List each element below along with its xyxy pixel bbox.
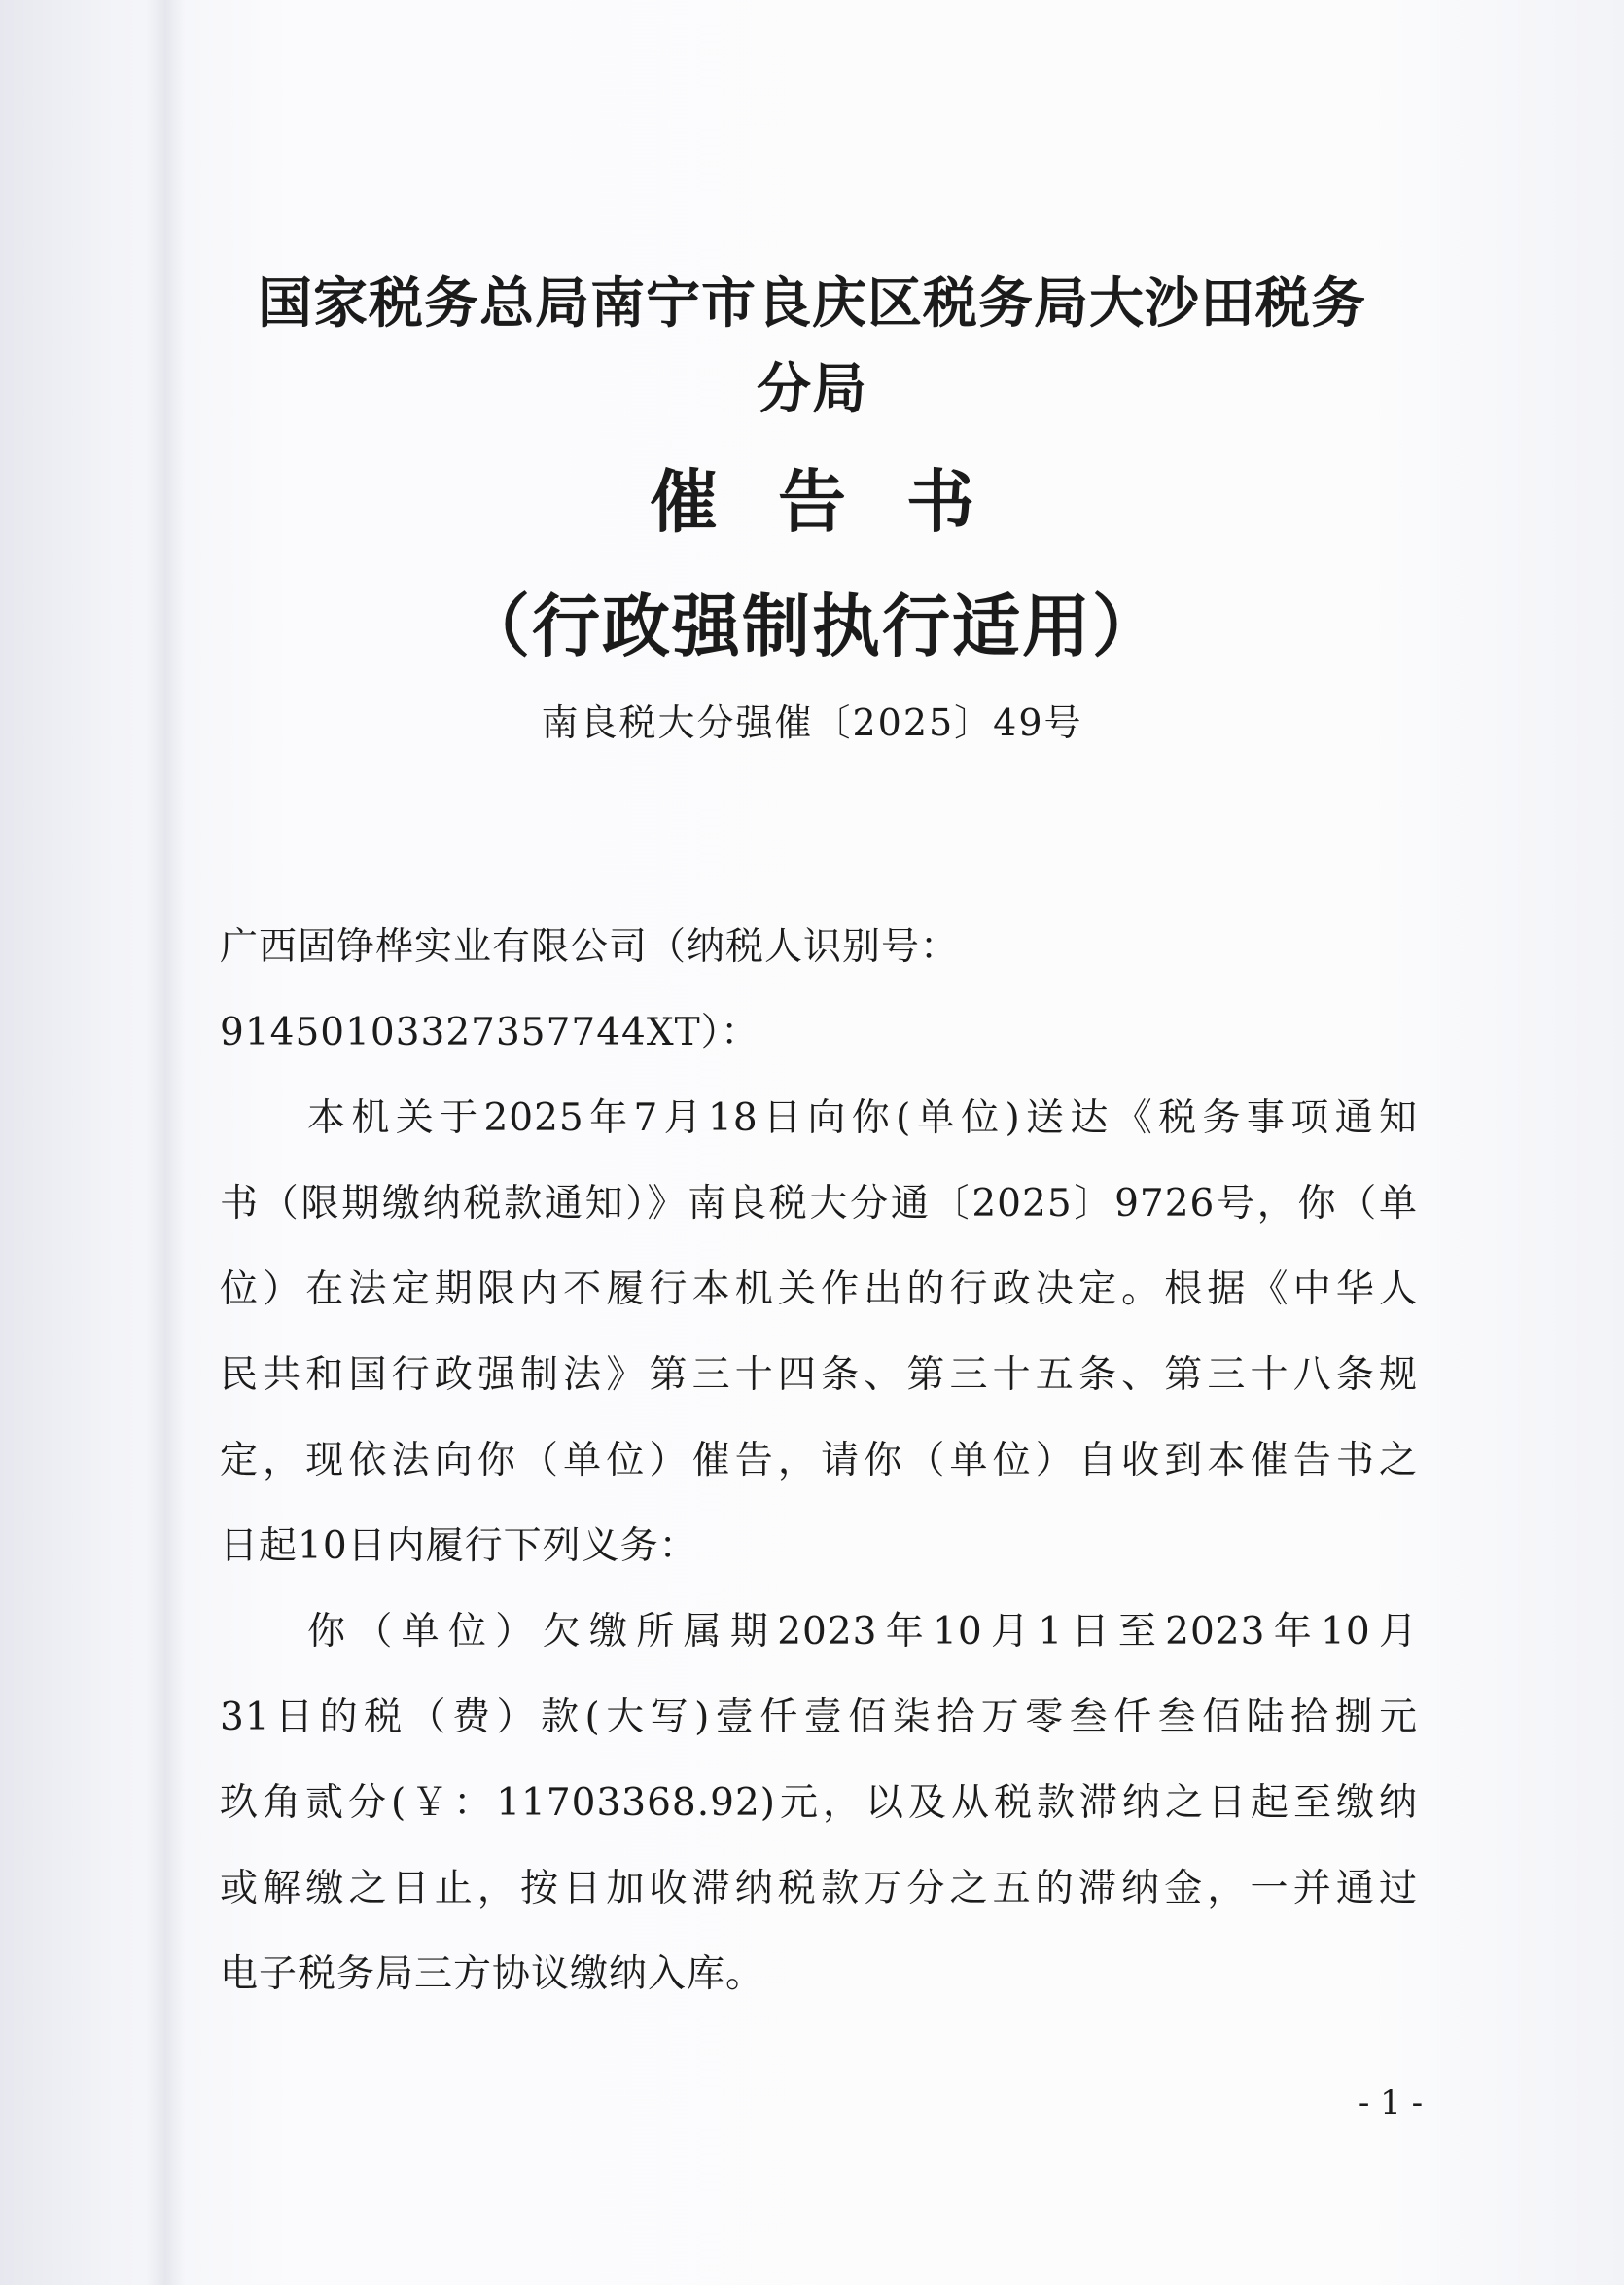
paragraph-2-line-1: 你（单位）欠缴所属期2023年10月1日至2023年10月 [307, 1610, 1418, 1654]
paragraph-2-line-4: 或解缴之日止，按日加收滞纳税款万分之五的滞纳金，一并通过 [220, 1867, 1418, 1910]
paragraph-1-line-1: 本机关于2025年7月18日向你(单位)送达《税务事项通知 [307, 1096, 1418, 1140]
recipient-line-1: 广西固铮桦实业有限公司（纳税人识别号： [220, 925, 960, 969]
document-subtitle: （行政强制执行适用） [462, 586, 1162, 666]
document-title: 催告书 [650, 461, 1035, 542]
document-number: 南良税大分强催〔2025〕49号 [541, 701, 1083, 744]
scan-shadow [146, 0, 185, 2285]
recipient-line-2: 91450103327357744XT）： [220, 1011, 760, 1054]
page-number: - 1 - [1358, 2084, 1424, 2123]
paragraph-1-line-3: 位）在法定期限内不履行本机关作出的行政决定。根据《中华人 [220, 1267, 1418, 1311]
paragraph-1-line-5: 定，现依法向你（单位）催告，请你（单位）自收到本催告书之 [220, 1439, 1418, 1482]
issuing-authority-line-2: 分局 [757, 357, 867, 421]
paragraph-2-line-2: 31日的税（费）款(大写)壹仟壹佰柒拾万零叁仟叁佰陆拾捌元 [220, 1696, 1418, 1739]
paragraph-2-line-3: 玖角贰分(￥：11703368.92)元，以及从税款滞纳之日起至缴纳 [220, 1781, 1418, 1825]
issuing-authority-line-1: 国家税务总局南宁市良庆区税务局大沙田税务 [258, 271, 1366, 336]
paragraph-1-line-2: 书（限期缴纳税款通知）》南良税大分通〔2025〕9726号，你（单 [220, 1182, 1418, 1226]
paragraph-1-line-4: 民共和国行政强制法》第三十四条、第三十五条、第三十八条规 [220, 1353, 1418, 1397]
paragraph-1-line-6: 日起10日内履行下列义务： [220, 1524, 698, 1568]
paragraph-2-line-5: 电子税务局三方协议缴纳入库。 [220, 1952, 765, 1996]
